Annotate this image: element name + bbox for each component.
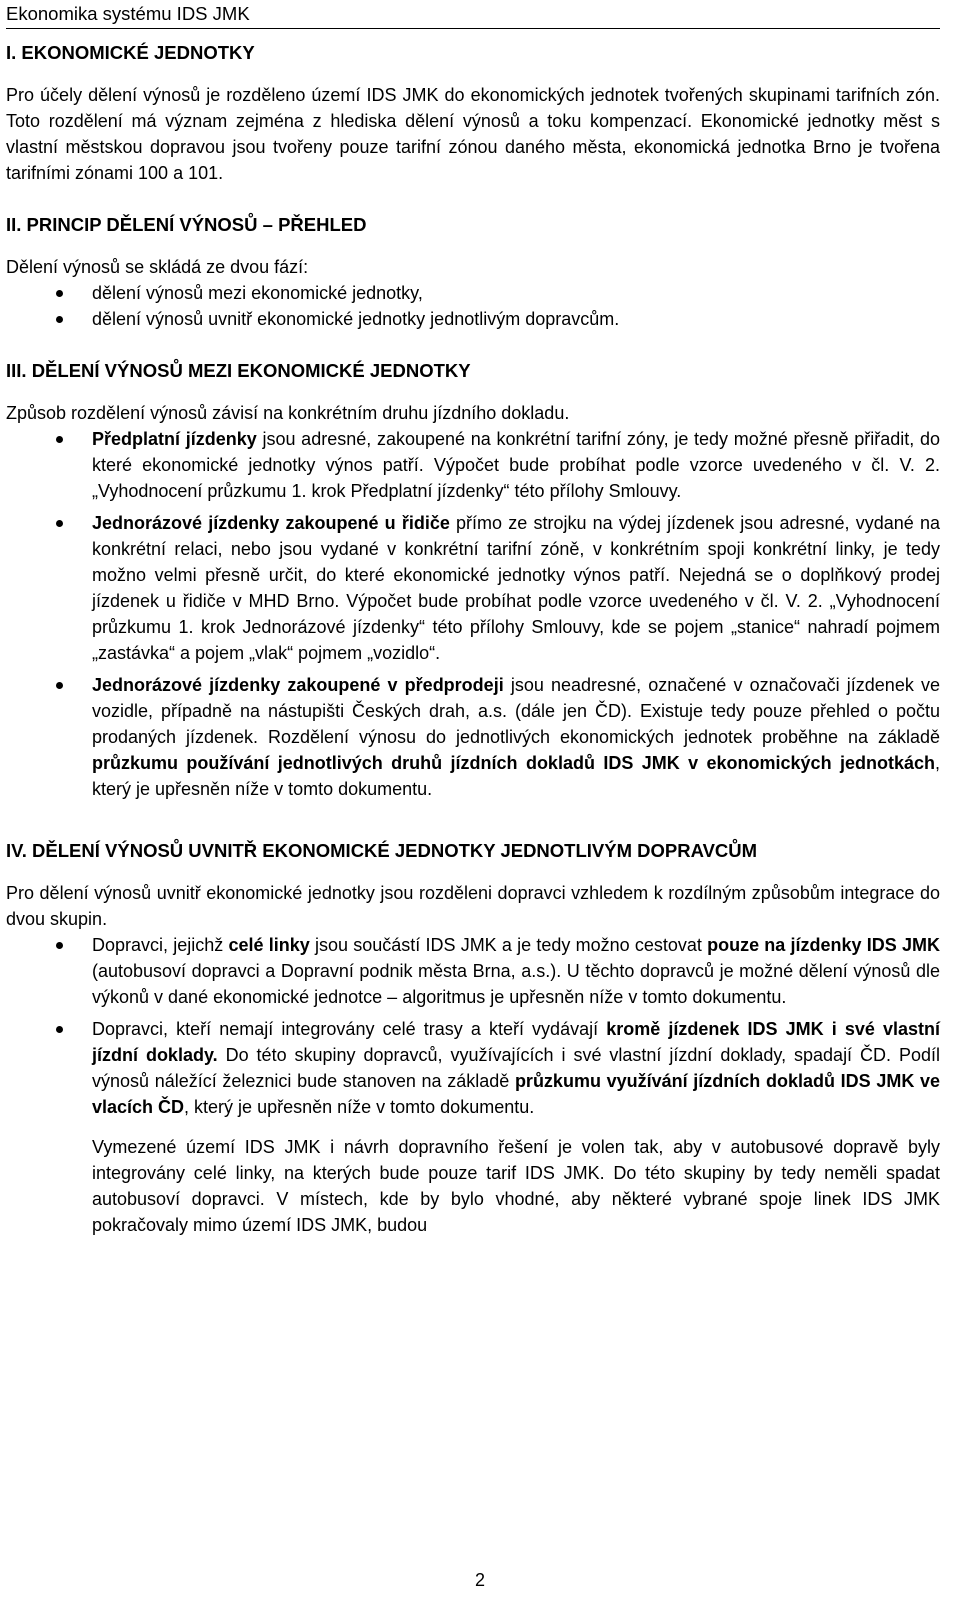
section-4-closing: Vymezené území IDS JMK i návrh dopravního řešení je volen tak, aby v autobusové dopravě byly integrovány celé linky, na kterých bude pouze tarif IDS JMK. Do této skupiny by tedy neměli spadat autobusoví dopravci. V místech, kde by bylo vhodné, aby některé vybrané spoje linek IDS JMK pokračovaly mimo území IDS JMK, budou	[92, 1137, 940, 1235]
list-item: Jednorázové jízdenky zakoupené u řidiče přímo ze strojku na výdej jízdenek jsou adresné, vydané na konkrétní relaci, nebo jsou vydané v konkrétní tarifní zóně, v konkrétním spoji konkrétní linky, je tedy možno velmi přesně určit, do které ekonomické jednotky výnos patří. Nejedná se o doplňkový prodej jízdenek u řidiče v MHD Brno. Výpočet bude probíhat podle vzorce uvedeného v čl. V. 2. „Vyhodnocení průzkumu 1. krok Jednorázové jízdenky“ této přílohy Smlouvy, kde se pojem „stanice“ nahradí pojmem „zastávka“ a pojem „vlak“ pojmem „vozidlo“.	[6, 510, 940, 666]
list-item: dělení výnosů uvnitř ekonomické jednotky jednotlivým dopravcům.	[6, 306, 940, 332]
section-3-intro: Způsob rozdělení výnosů závisí na konkrétním druhu jízdního dokladu.	[6, 403, 570, 423]
section-heading-1: I. EKONOMICKÉ JEDNOTKY	[6, 42, 255, 63]
section-heading-2: II. PRINCIP DĚLENÍ VÝNOSŮ – PŘEHLED	[6, 214, 367, 235]
bullet-icon	[56, 436, 63, 443]
section-heading-4: IV. DĚLENÍ VÝNOSŮ UVNITŘ EKONOMICKÉ JEDNOTKY JEDNOTLIVÝM DOPRAVCŮM	[6, 840, 758, 861]
section-4-list	[6, 932, 940, 1120]
page-number: 2	[474, 1570, 485, 1590]
bullet-icon	[56, 520, 63, 527]
document-body	[6, 40, 940, 1238]
bullet-icon	[56, 1026, 63, 1033]
section-4-intro: Pro dělení výnosů uvnitř ekonomické jednotky jsou rozděleni dopravci vzhledem k rozdílným způsobům integrace do dvou skupin.	[6, 883, 940, 929]
list-item: Dopravci, kteří nemají integrovány celé trasy a kteří vydávají kromě jízdenek IDS JMK i své vlastní jízdní doklady. Do této skupiny dopravců, využívajících i své vlastní jízdní doklady, spadají ČD. Podíl výnosů náležící železnici bude stanoven na základě průzkumu využívání jízdních dokladů IDS JMK ve vlacích ČD, který je upřesněn níže v tomto dokumentu.	[6, 1016, 940, 1120]
list-item: Jednorázové jízdenky zakoupené v předprodeji jsou neadresné, označené v označovači jízdenek ve vozidle, případně na nástupišti Českých drah, a.s. (dále jen ČD). Existuje tedy pouze přehled o počtu prodaných jízdenek. Rozdělení výnosu do jednotlivých ekonomických jednotek proběhne na základě průzkumu používání jednotlivých druhů jízdních dokladů IDS JMK v ekonomických jednotkách, který je upřesněn níže v tomto dokumentu.	[6, 672, 940, 802]
bullet-icon	[56, 942, 63, 949]
section-1-paragraph: Pro účely dělení výnosů je rozděleno území IDS JMK do ekonomických jednotek tvořených skupinami tarifních zón. Toto rozdělení má význam zejména z hlediska dělení výnosů a toku kompenzací. Ekonomické jednotky měst s vlastní městskou dopravou jsou tvořeny pouze tarifní zónou daného města, ekonomická jednotka Brno je tvořena tarifními zónami 100 a 101.	[6, 85, 940, 183]
list-item: Předplatní jízdenky jsou adresné, zakoupené na konkrétní tarifní zóny, je tedy možné přesně přiřadit, do které ekonomické jednotky výnos patří. Výpočet bude probíhat podle vzorce uvedeného v čl. V. 2. „Vyhodnocení průzkumu 1. krok Předplatní jízdenky“ této přílohy Smlouvy.	[6, 426, 940, 504]
section-3-list	[6, 426, 940, 802]
bullet-icon	[56, 316, 63, 323]
running-header: Ekonomika systému IDS JMK	[6, 2, 940, 29]
bullet-icon	[56, 682, 63, 689]
list-item: Dopravci, jejichž celé linky jsou součástí IDS JMK a je tedy možno cestovat pouze na jízdenky IDS JMK (autobusoví dopravci a Dopravní podnik města Brna, a.s.). U těchto dopravců je možné dělení výnosů dle výkonů v dané ekonomické jednotce – algoritmus je upřesněn níže v tomto dokumentu.	[6, 932, 940, 1010]
section-2-list	[6, 280, 940, 332]
section-heading-3: III. DĚLENÍ VÝNOSŮ MEZI EKONOMICKÉ JEDNOTKY	[6, 360, 471, 381]
section-2-intro: Dělení výnosů se skládá ze dvou fází:	[6, 257, 309, 277]
list-item: dělení výnosů mezi ekonomické jednotky,	[6, 280, 940, 306]
bullet-icon	[56, 290, 63, 297]
